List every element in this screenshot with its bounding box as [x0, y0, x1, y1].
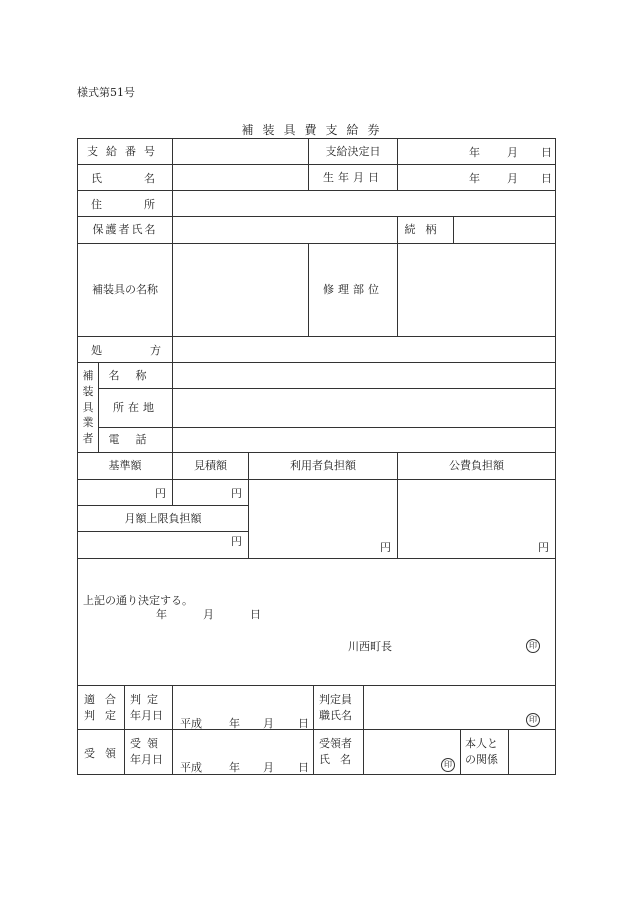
label-hogosha-shimei: 保護者氏名 — [77, 216, 173, 244]
label-juryo — [77, 729, 125, 775]
field-shikyu-ketteibi[interactable] — [397, 138, 556, 165]
label-shimei-text: 氏名 — [91, 172, 197, 185]
label-jusho-text: 住所 — [91, 198, 197, 211]
day-label: 日 — [298, 717, 309, 730]
label-text: 職氏名 — [319, 709, 352, 722]
field-mitsumorigaku[interactable] — [172, 479, 249, 506]
label-zokugara: 続柄 — [397, 216, 454, 244]
month-label: 月 — [263, 761, 274, 774]
field-jusho[interactable] — [172, 190, 556, 217]
field-shimei[interactable] — [172, 164, 309, 191]
label-text: 適合 — [84, 693, 126, 706]
label-text: 判定 — [130, 693, 164, 706]
label-seinengappi: 生年月日 — [308, 164, 398, 191]
field-vendor-phone[interactable] — [172, 427, 556, 453]
label-shoho-text: 処方 — [91, 344, 209, 357]
field-getsugaku-jogen[interactable] — [77, 531, 249, 559]
month-label: 月 — [263, 717, 274, 730]
field-hantei-date[interactable] — [172, 685, 314, 730]
year-label: 年 — [156, 608, 167, 621]
field-vendor-name[interactable] — [172, 362, 556, 389]
label-shimei — [77, 164, 197, 191]
vendor-char: 装 — [82, 384, 94, 398]
label-vendor-side — [77, 362, 99, 453]
yen-label: 円 — [231, 535, 242, 548]
field-riyosha-futangaku[interactable] — [248, 479, 398, 559]
decision-block — [77, 558, 556, 686]
field-kouhi-futangaku[interactable] — [397, 479, 556, 559]
label-honnin-kankei — [460, 729, 509, 775]
yen-label: 円 — [380, 541, 391, 555]
era-label: 平成 — [180, 761, 202, 774]
label-text: 受領 — [84, 747, 126, 760]
day-label: 日 — [250, 608, 261, 621]
form-title: 補装具費支給券 — [241, 123, 389, 137]
field-hogosha-shimei[interactable] — [172, 216, 398, 244]
label-vendor-name: 名称 — [98, 362, 173, 389]
field-hanteiin[interactable] — [363, 685, 556, 730]
seal-icon: 印 — [526, 639, 540, 653]
field-vendor-address[interactable] — [172, 388, 556, 428]
label-getsugaku-jogen: 月額上限負担額 — [77, 505, 249, 532]
label-text: 判定 — [84, 709, 126, 722]
field-seinengappi[interactable] — [397, 164, 556, 191]
label-shikyu-ketteibi: 支給決定日 — [308, 138, 398, 165]
label-mitsumorigaku: 見積額 — [172, 452, 249, 480]
label-jusho — [77, 190, 197, 217]
signer-title: 川西町長 — [348, 640, 392, 653]
label-text: 年月日 — [130, 709, 163, 722]
label-shikyu-bango: 支給番号 — [77, 138, 173, 165]
label-juryo-nengappi — [124, 729, 173, 775]
label-kouhi-futangaku: 公費負担額 — [397, 452, 556, 480]
yen-label: 円 — [231, 487, 242, 500]
seal-icon: 印 — [441, 758, 455, 772]
label-text: 判定員 — [319, 693, 352, 706]
label-riyosha-futangaku: 利用者負担額 — [248, 452, 398, 480]
label-hanteiin — [313, 685, 364, 730]
label-text: の関係 — [465, 753, 498, 766]
month-label: 月 — [203, 608, 214, 621]
label-text: 本人と — [465, 737, 498, 750]
day-label: 日 — [541, 172, 552, 185]
year-label: 年 — [229, 761, 240, 774]
field-shoho[interactable] — [172, 336, 556, 363]
day-label: 日 — [541, 146, 552, 159]
field-kijungaku[interactable] — [77, 479, 173, 506]
label-shoho — [77, 336, 209, 363]
month-label: 月 — [507, 172, 518, 185]
label-hantei-nengappi — [124, 685, 173, 730]
field-zokugara[interactable] — [453, 216, 556, 244]
label-text: 年月日 — [130, 753, 163, 766]
label-text: 氏名 — [319, 753, 361, 766]
vendor-char: 業 — [82, 416, 94, 430]
field-juryo-date[interactable] — [172, 729, 314, 775]
decision-text: 上記の通り決定する。 — [83, 594, 193, 607]
month-label: 月 — [507, 146, 518, 159]
yen-label: 円 — [538, 541, 549, 555]
year-label: 年 — [229, 717, 240, 730]
field-juryosha[interactable] — [363, 729, 461, 775]
form-number: 様式第51号 — [77, 86, 135, 99]
voucher-table — [77, 138, 556, 775]
vendor-char: 補 — [82, 368, 94, 382]
seal-icon: 印 — [526, 713, 540, 727]
label-vendor-phone: 電話 — [98, 427, 173, 453]
yen-label: 円 — [155, 487, 166, 500]
label-juryosha — [313, 729, 364, 775]
vendor-char: 者 — [82, 432, 94, 446]
year-label: 年 — [469, 172, 480, 185]
day-label: 日 — [298, 761, 309, 774]
label-kijungaku: 基準額 — [77, 452, 173, 480]
label-text: 受領者 — [319, 737, 352, 750]
label-vendor-address: 所在地 — [98, 388, 173, 428]
era-label: 平成 — [180, 717, 202, 730]
year-label: 年 — [469, 146, 480, 159]
field-shuri-bui[interactable] — [397, 243, 556, 337]
field-shikyu-bango[interactable] — [172, 138, 309, 165]
field-hosougu-meisho[interactable] — [172, 243, 309, 337]
label-shuri-bui: 修理部位 — [308, 243, 398, 337]
vendor-char: 具 — [82, 400, 94, 414]
label-text: 受領 — [130, 737, 164, 750]
field-honnin-kankei[interactable] — [508, 729, 556, 775]
label-hosougu-meisho: 補装具の名称 — [77, 243, 173, 337]
label-tekigo-hantei — [77, 685, 125, 730]
